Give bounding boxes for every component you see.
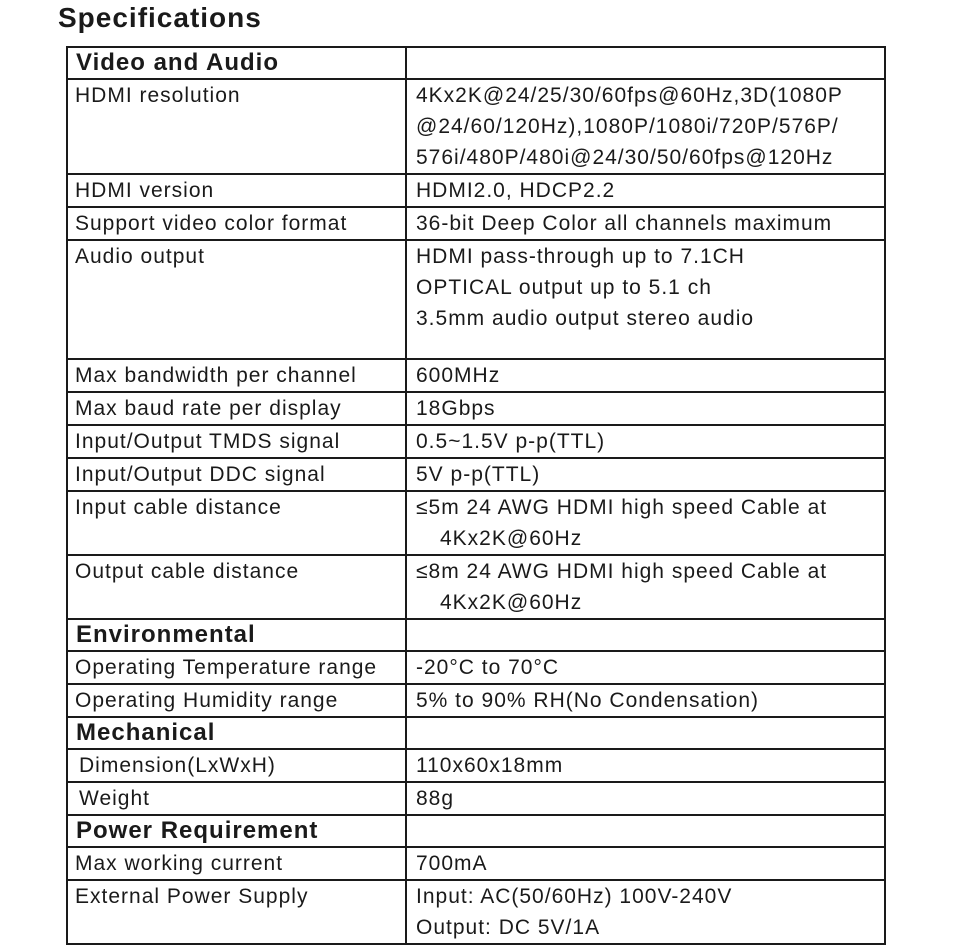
specifications-table: [66, 46, 886, 945]
spec-value-line: Output: DC 5V/1A: [416, 916, 601, 939]
spec-label: Audio output: [67, 240, 406, 359]
spec-value: [406, 240, 885, 359]
section-heading: Power Requirement: [67, 815, 406, 847]
spec-value: [406, 749, 885, 782]
spec-label: Operating Temperature range: [67, 651, 406, 684]
spec-label: Support video color format: [67, 207, 406, 240]
spec-label: Dimension(LxWxH): [67, 749, 406, 782]
spec-value-line: 0.5~1.5V p-p(TTL): [416, 430, 606, 453]
spec-value: [406, 782, 885, 815]
table-row: [67, 174, 885, 207]
spec-value-line: 700mA: [416, 852, 488, 875]
table-row: [67, 491, 885, 555]
spec-value-line: 110x60x18mm: [416, 754, 564, 777]
spec-label: Input/Output DDC signal: [67, 458, 406, 491]
spec-value-line: OPTICAL output up to 5.1 ch: [416, 276, 712, 299]
spec-value-line: HDMI pass-through up to 7.1CH: [416, 245, 745, 268]
spec-value: [406, 79, 885, 174]
table-row: [67, 749, 885, 782]
spec-value-line: 36-bit Deep Color all channels maximum: [416, 212, 833, 235]
table-row: [67, 684, 885, 717]
spec-value-line: HDMI2.0, HDCP2.2: [416, 179, 616, 202]
spec-label: HDMI resolution: [67, 79, 406, 174]
spec-value: [406, 651, 885, 684]
table-row: [67, 359, 885, 392]
spec-value: [406, 880, 885, 944]
spec-value-line: 3.5mm audio output stereo audio: [416, 307, 755, 330]
section-empty-cell: [406, 47, 885, 79]
spec-value: [406, 684, 885, 717]
spec-label: External Power Supply: [67, 880, 406, 944]
spec-label: Input cable distance: [67, 491, 406, 555]
spec-label: Weight: [67, 782, 406, 815]
section-heading: Video and Audio: [67, 47, 406, 79]
spec-value-line: ≤5m 24 AWG HDMI high speed Cable at: [416, 496, 828, 519]
spec-value: [406, 555, 885, 619]
spec-value-line: @24/60/120Hz),1080P/1080i/720P/576P/: [416, 115, 839, 138]
spec-value: [406, 207, 885, 240]
spec-value: [406, 847, 885, 880]
spec-value: [406, 491, 885, 555]
section-row-video-audio: [67, 47, 885, 79]
page-title: Specifications: [58, 2, 262, 33]
section-heading: Mechanical: [67, 717, 406, 749]
table-row: [67, 651, 885, 684]
table-row: [67, 392, 885, 425]
spec-label: Max baud rate per display: [67, 392, 406, 425]
table-row: [67, 425, 885, 458]
spec-label: Output cable distance: [67, 555, 406, 619]
section-row-power: [67, 815, 885, 847]
table-row: [67, 847, 885, 880]
section-empty-cell: [406, 619, 885, 651]
spec-label: Input/Output TMDS signal: [67, 425, 406, 458]
spec-label: Max bandwidth per channel: [67, 359, 406, 392]
spec-value-line: -20°C to 70°C: [416, 656, 560, 679]
spec-value-line: 576i/480P/480i@24/30/50/60fps@120Hz: [416, 146, 834, 169]
spec-value-line: 600MHz: [416, 364, 501, 387]
spec-value-line: 4Kx2K@60Hz: [440, 591, 583, 614]
spec-value-line: 5V p-p(TTL): [416, 463, 541, 486]
table-row: [67, 555, 885, 619]
spec-value-line: 4Kx2K@60Hz: [440, 527, 583, 550]
spec-value-line: Input: AC(50/60Hz) 100V-240V: [416, 885, 733, 908]
table-row: [67, 207, 885, 240]
spec-label: HDMI version: [67, 174, 406, 207]
spec-value: [406, 425, 885, 458]
section-empty-cell: [406, 815, 885, 847]
section-empty-cell: [406, 717, 885, 749]
spec-value: [406, 392, 885, 425]
table-row: [67, 79, 885, 174]
table-row: [67, 782, 885, 815]
spec-label: Operating Humidity range: [67, 684, 406, 717]
table-row: [67, 458, 885, 491]
spec-value-line: ≤8m 24 AWG HDMI high speed Cable at: [416, 560, 828, 583]
table-row: [67, 240, 885, 359]
spec-value-line: 88g: [416, 787, 455, 810]
section-row-environmental: [67, 619, 885, 651]
spec-value: [406, 174, 885, 207]
spec-value-line: 18Gbps: [416, 397, 496, 420]
spec-value-line: 5% to 90% RH(No Condensation): [416, 689, 759, 712]
table-row: [67, 880, 885, 944]
section-heading: Environmental: [67, 619, 406, 651]
spec-value: [406, 458, 885, 491]
spec-value: [406, 359, 885, 392]
section-row-mechanical: [67, 717, 885, 749]
spec-label: Max working current: [67, 847, 406, 880]
spec-value-line: 4Kx2K@24/25/30/60fps@60Hz,3D(1080P: [416, 84, 843, 107]
